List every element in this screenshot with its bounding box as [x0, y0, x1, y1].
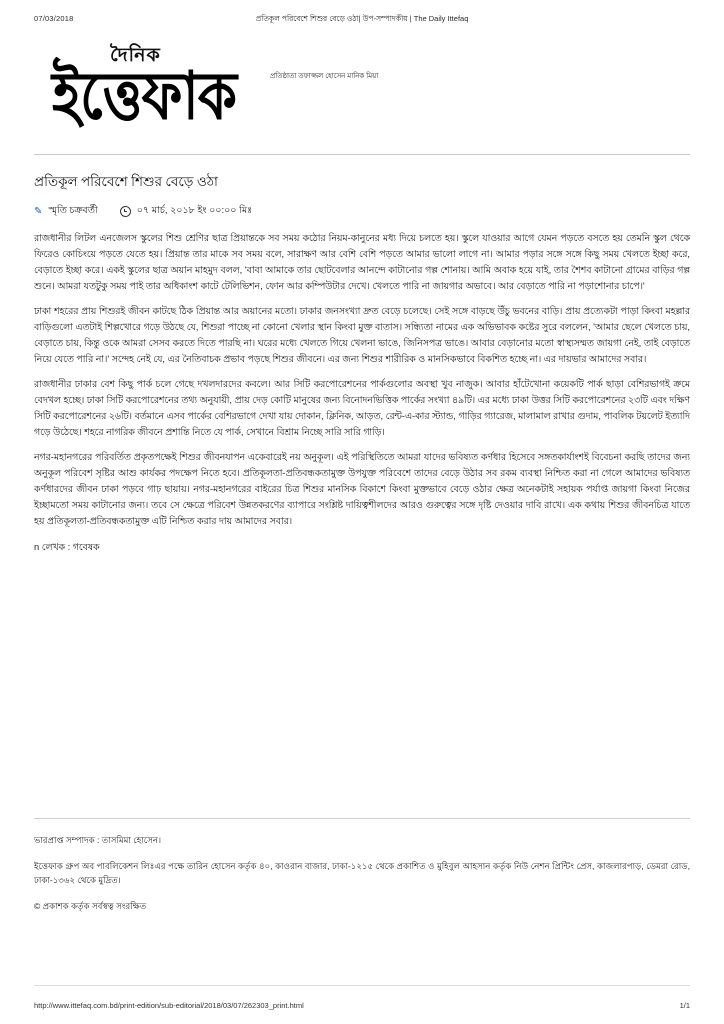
page-number: 1/1: [679, 1001, 690, 1010]
article-paragraph: রাজধানীর ঢাকার বেশ কিছু পার্ক চলে গেছে দখলদারদের কবলে। আর সিটি করপোরেশনের পার্কগুলোর অবস্থা খুব নাজুক। আবার হাঁটেখোনা কয়েকটি পার্ক ছাড়া বেশিরভাগই ক্রমে বেদখল হচ্ছে। ঢাকা সিটি করপোরেশনের তথ্য অনুযায়ী, প্রায় দেড় কোটি মানুষের জন্য বিনোদনভিত্তিক পার্কের সংখ্যা ৪৯টি। এর মধ্যে ঢাকা উত্তর সিটি করপোরেশনের ২৩টি এবং দক্ষিণ সিটি করপোরেশনের ২৬টি। বর্তমানে এসব পার্কের বেশিরভাগে দেখা যায় দোকান, ক্লিনিক, আড়ত, রেন্ট-এ-কার স্ট্যান্ড, গাড়ির গ্যারেজ, মালামাল রাখার গুদাম, পাবলিক টয়লেট ইত্যাদি গড়ে উঠেছে। শহরে নাগরিক জীবনে প্রশান্তি নিতে যে পার্ক, সেখানে বিশ্রাম নিচ্ছে সারি সারি গাড়ি।: [34, 378, 690, 437]
url-divider: [34, 985, 690, 986]
author-name: স্মৃতি চক্রবর্তী: [48, 205, 98, 216]
article-timestamp: ০৭ মার্চ, ২০১৮ ইং ০০:০০ মিঃ: [136, 205, 253, 216]
writer-credit: n লেখক : গবেষক: [34, 541, 100, 552]
article-body: [34, 231, 690, 555]
page-footer: [34, 810, 690, 924]
page-title: প্রতিকূল পরিবেশে শিশুর বেড়ে ওঠা: [34, 174, 218, 189]
masthead: [34, 46, 690, 154]
masthead-divider: [34, 154, 690, 155]
logo-small-text: দৈনিক: [110, 45, 161, 66]
print-page-title: প্রতিকূল পরিবেশে শিশুর বেড়ে ওঠা| উপ-সম্পাদকীয় | The Daily Ittefaq: [255, 14, 469, 23]
byline: [34, 204, 690, 219]
article: [34, 171, 690, 555]
logo-tagline: প্রতিষ্ঠাতা তফাজ্জল হোসেন মানিক মিয়া: [270, 73, 379, 80]
imprint-line: ইত্তেফাক গ্রুপ অব পাবলিকেশন লিঃএর পক্ষে তারিন হোসেন কর্তৃক ৪০, কাওরান বাজার, ঢাকা-১২১৫ থেকে প্রকাশিত ও মুহিবুল আহসান কর্তৃক নিউ নেশন প্রিন্টিং প্রেস, কাজলারপাড়, ডেমরা রোড, ঢাকা-১৩৬২ থেকে মুদ্রিত।: [34, 860, 690, 886]
article-paragraph: নগর-মহানগরের পরিবর্তিত প্রকৃতপক্ষেই শিশুর জীবনযাপন একেবারেই নয় অনুকূল। এই পরিস্থিতিতে আমরা যাদের ভবিষ্যত কর্ণধার হিসেবে সঙ্গতকার্যাংশই বিবেচনা করছি তাদের জন্য অনুকূল পরিবেশ সৃষ্টির আশু কার্যকর পদক্ষেপ নিতে হবে। প্রতিকূলতা-প্রতিবন্ধকতামুক্ত উপযুক্ত পরিবেশে তাদের বেড়ে উঠার সব রকম ব্যবস্থা নিশ্চিত করা না গেলে আমাদের ভবিষ্যত কর্ণধারদের জীবন ঢাকা পড়বে গাঢ় ছায়ায়। নগর-মহানগরের বাইরের চিত্র শিশুর মানসিক বিকাশে কিংবা মুক্তভাবে বেড়ে ওঠার ক্ষেত্র অনেকটাই সহায়ক পর্যাপ্ত জায়গা কিংবা নিজের ইচ্ছামতো সময় কাটানোর জন্য। তবে সে ক্ষেত্রে পরিবেশ উন্নতকরণের ব্যাপারে সংশ্লিষ্ট দায়িত্বশীলদের আরও গুরুত্বের সঙ্গে দৃষ্টি দেওয়ার দাবি রাখে। এক কথায় শিশুর জীবনচিত্র যাতে হয় প্রতিকূলতা-প্রতিবন্ধকতামুক্ত এটি নিশ্চিত করার দায় আমাদের সবার।: [34, 451, 690, 526]
logo-main-text: ইত্তেফাক: [52, 60, 237, 134]
newspaper-logo: [52, 45, 379, 134]
print-url-bar: [34, 1001, 690, 1010]
pen-icon: ✎: [34, 205, 43, 217]
article-paragraph: রাজধানীর লিটল এনজেলস স্কুলের শিশু শ্রেণির ছাত্র প্রিয়ান্তকে সব সময় কঠোর নিয়ম-কানুনের মধ্য দিয়ে চলতে হয়। স্কুলে যাওয়ার আগে যেমন পড়তে বসতে হয় তেমনি স্কুল থেকে ফিরেও কোচিংয়ে পড়তে যেতে হয়। প্রিয়ান্ত তার মাকে সব সময় বলে, সারাক্ষণ আর বেশি বেশি পড়তে আমার ভালো লাগে না। আমার পড়ার সঙ্গে সঙ্গে কিছু সময় খেলতে ইচ্ছা করে, বেড়াতে ইচ্ছা করে। একই স্কুলের ছাত্র অয়ান মাহমুদ বলল, 'বাবা আমাকে তার ছোটবেলার আনন্দে কাটানোর গল্প শোনায়। আমি অবাক হয়ে যাই, তার শৈশব কাটানো গ্রামের বাড়ির গল্প শুনে। আমরা যতটুকু সময় পাই তার অধিকাংশ কাটে টেলিভিশন, ফোন আর কম্পিউটার দেখে। খেলতে পারি না জায়গার অভাবে। আর বেড়াতে পারি না পড়াশোনার চাপে।': [34, 233, 690, 291]
copyright-line: © প্রকাশক কর্তৃক সর্বস্বত্ব সংরক্ষিত: [34, 900, 147, 911]
editor-line: ভারপ্রাপ্ত সম্পাদক : তাসমিমা হোসেন।: [34, 835, 162, 845]
source-url: http://www.ittefaq.com.bd/print-edition/sub-editorial/2018/03/07/262303_print.html: [34, 1001, 304, 1010]
print-header: [34, 14, 690, 28]
article-paragraph: ঢাকা শহরের প্রায় শিশুরই জীবন কাটছে ঠিক প্রিয়ান্ত আর অয়ানের মতো। ঢাকার জনসংখ্যা দ্রুত বেড়ে চলেছে। সেই সঙ্গে বাড়ছে উঁচু ভবনের বাড়ি। প্রায় প্রত্যেকটা পাড়া কিংবা মহল্লার বাড়িগুলো এতটাই শিল্পখোরে গড়ে উঠছে যে, শিশুরা পাচ্ছে না কোনো খেলার স্থান কিংবা মুক্ত বাতাস। সন্ধ্যিতা নামের এক অভিভাবক কষ্টের সুরে বললেন, 'আমার ছেলে খেলতে চায়, বেড়াতে চায়, কিন্তু ওকে আমরা সেসব করতে দিতে পারছি না। ঘরের মধ্যে খেলতে গিয়ে খেলনা ভাঙে, জিনিসপত্র ভাঙে। আবার বেড়ানোর মতো স্বাস্থ্যসম্মত জায়গা নেই, তাই বেড়াতে নিয়ে যেতে পারি না।' সন্দেহ নেই যে, এর নৈতিবাচক প্রভাব পড়ছে শিশুর জীবনে। এর জন্য শিশুর শারীরিক ও মানসিকভাবে বিকশিত হচ্ছে না। এর দায়ভার আমাদের সবার।: [34, 305, 690, 364]
clock-icon: [120, 206, 131, 217]
print-date: 07/03/2018: [34, 14, 74, 23]
footer-divider: [34, 818, 690, 819]
